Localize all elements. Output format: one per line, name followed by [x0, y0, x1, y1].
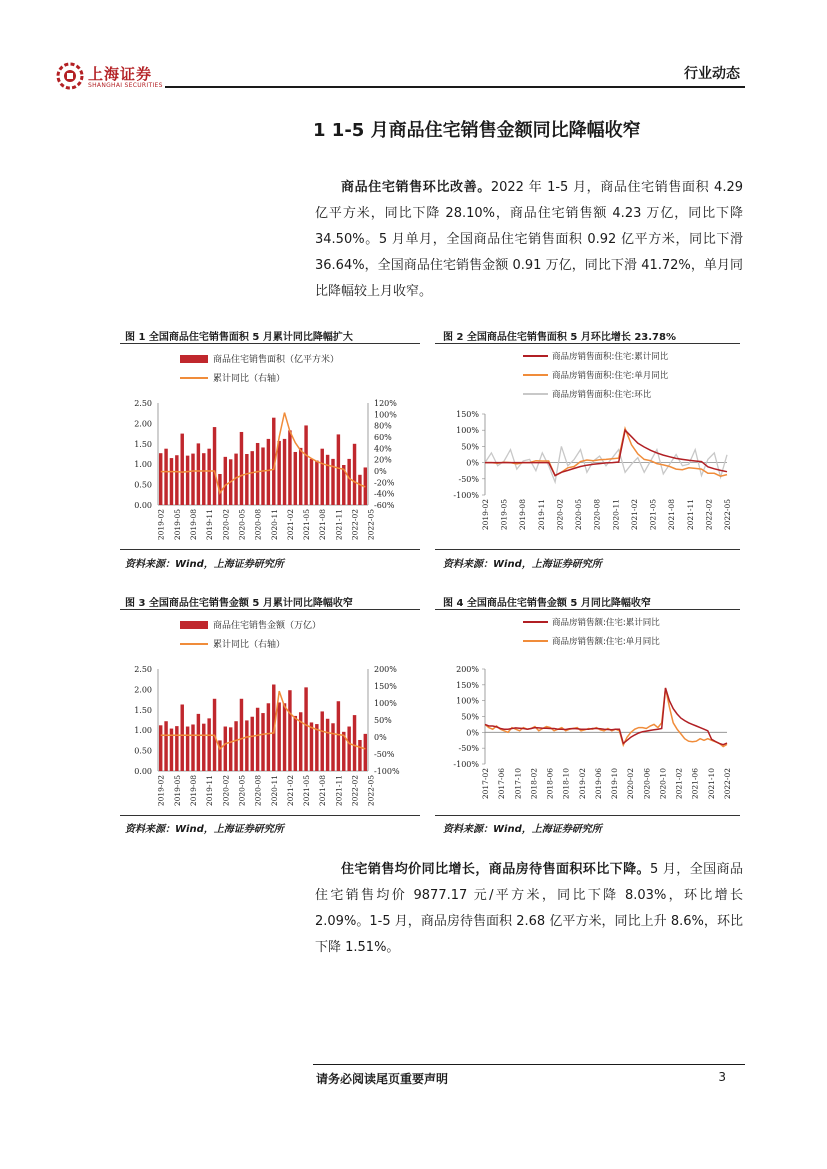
- x-tick-label: 2022-02: [723, 768, 732, 800]
- x-tick-label: 2020-11: [269, 509, 279, 541]
- paragraph-price: [315, 857, 743, 961]
- bar: [321, 711, 324, 771]
- figure-3-title: 图 3 全国商品住宅销售金额 5 月累计同比降幅收窄: [125, 598, 353, 609]
- y2-tick-label: -40%: [374, 489, 395, 499]
- y2-tick-label: 150%: [374, 682, 397, 691]
- bar: [331, 723, 334, 771]
- bar: [207, 449, 210, 505]
- x-tick-label: 2022-05: [723, 499, 732, 531]
- y2-tick-label: 40%: [374, 444, 392, 454]
- y2-tick-label: 0%: [374, 733, 387, 742]
- bar: [326, 455, 329, 505]
- bar: [213, 427, 216, 505]
- x-tick-label: 2019-06: [593, 768, 603, 800]
- y2-tick-label: 100%: [374, 699, 397, 708]
- bar: [181, 704, 184, 771]
- y-tick-label: 0.00: [134, 767, 152, 776]
- figure-2-top-rule: [435, 343, 740, 344]
- bar: [353, 444, 356, 505]
- bar: [224, 727, 227, 771]
- x-tick-label: 2021-05: [302, 775, 312, 807]
- x-tick-label: 2020-02: [555, 499, 565, 531]
- y-tick-label: 1.50: [134, 705, 152, 715]
- y-tick-label: 1.50: [134, 439, 152, 449]
- y-tick-label: 1.00: [134, 460, 152, 470]
- y-tick-label: 150%: [456, 410, 479, 419]
- y2-tick-label: 80%: [374, 421, 392, 431]
- y2-tick-label: -50%: [374, 750, 395, 759]
- x-tick-label: 2020-05: [574, 499, 584, 531]
- bar: [288, 690, 291, 771]
- bar: [267, 439, 270, 505]
- x-tick-label: 2020-08: [592, 499, 602, 531]
- figure-3-chart: [120, 611, 420, 811]
- y2-tick-label: 20%: [374, 455, 392, 465]
- y-tick-label: 0.50: [134, 480, 152, 490]
- bar: [234, 721, 237, 771]
- x-tick-label: 2021-11: [334, 775, 344, 807]
- bar: [315, 461, 318, 505]
- bar: [229, 727, 232, 771]
- bar: [321, 449, 324, 505]
- bar: [197, 443, 200, 505]
- bar: [191, 454, 194, 505]
- header-divider: [165, 86, 745, 88]
- figure-3-bottom-rule: [120, 815, 420, 816]
- y2-tick-label: 200%: [374, 665, 397, 674]
- x-tick-label: 2019-02: [156, 775, 166, 807]
- x-tick-label: 2019-11: [205, 775, 215, 807]
- x-tick-label: 2020-11: [269, 775, 279, 807]
- x-tick-label: 2021-08: [318, 509, 328, 541]
- y-tick-label: 2.00: [134, 685, 152, 695]
- x-tick-label: 2019-05: [499, 499, 509, 531]
- x-tick-label: 2018-02: [529, 768, 539, 800]
- bar: [299, 448, 302, 505]
- x-tick-label: 2020-05: [237, 509, 247, 541]
- figure-2-chart: [435, 345, 740, 545]
- legend-label: 商品房销售面积:住宅:累计同比: [552, 352, 669, 362]
- y-tick-label: 0%: [466, 458, 479, 468]
- x-tick-label: 2020-06: [642, 768, 652, 800]
- footer-disclaimer: 请务必阅读尾页重要声明: [316, 1072, 449, 1086]
- x-tick-label: 2022-05: [366, 509, 376, 541]
- bar: [202, 453, 205, 505]
- series-line: [485, 430, 727, 475]
- figure-1-chart: [120, 345, 420, 545]
- y-tick-label: 2.00: [134, 419, 152, 429]
- bar: [294, 716, 297, 771]
- y-tick-label: 50%: [461, 442, 479, 452]
- x-tick-label: 2020-11: [611, 499, 621, 531]
- x-tick-label: 2019-02: [156, 509, 166, 541]
- bar: [186, 456, 189, 505]
- bar: [288, 430, 291, 505]
- y-tick-label: 100%: [456, 426, 479, 436]
- bar: [364, 734, 367, 771]
- bar: [261, 713, 264, 771]
- bar: [175, 726, 178, 771]
- y-tick-label: 50%: [461, 712, 479, 722]
- y-tick-label: 200%: [456, 665, 479, 674]
- x-tick-label: 2019-02: [481, 499, 490, 531]
- x-tick-label: 2020-02: [221, 509, 231, 541]
- bar: [186, 727, 189, 771]
- x-tick-label: 2021-06: [690, 768, 700, 800]
- bar: [224, 457, 227, 505]
- bar: [337, 434, 340, 505]
- legend-swatch-bar: [180, 355, 208, 363]
- bar: [197, 714, 200, 771]
- legend-label: 商品房销售面积:住宅:单月同比: [552, 371, 669, 381]
- x-tick-label: 2020-02: [221, 775, 231, 807]
- y-tick-label: -50%: [458, 474, 479, 484]
- bar: [277, 441, 280, 505]
- bar: [358, 475, 361, 505]
- x-tick-label: 2019-11: [205, 509, 215, 541]
- x-tick-label: 2021-08: [667, 499, 677, 531]
- x-tick-label: 2019-10: [610, 768, 620, 800]
- y-tick-label: -100%: [453, 491, 479, 500]
- y2-tick-label: 60%: [374, 433, 392, 442]
- x-tick-label: 2022-02: [704, 499, 714, 531]
- x-tick-label: 2020-10: [658, 768, 668, 800]
- bar: [181, 434, 184, 505]
- y-tick-label: -100%: [453, 760, 479, 769]
- bar: [164, 449, 167, 505]
- bar: [304, 425, 307, 505]
- x-tick-label: 2017-06: [497, 768, 507, 800]
- legend-label: 商品房销售额:住宅:累计同比: [552, 618, 660, 628]
- bar: [294, 452, 297, 505]
- x-tick-label: 2021-11: [685, 499, 695, 531]
- figure-3-top-rule: [120, 609, 420, 610]
- x-tick-label: 2019-02: [577, 768, 587, 800]
- bar: [170, 458, 173, 505]
- bar: [261, 447, 264, 505]
- y-tick-label: 0.00: [134, 501, 152, 510]
- logo-mark-icon: [56, 62, 84, 90]
- x-tick-label: 2022-05: [366, 775, 376, 807]
- bar: [240, 432, 243, 505]
- series-line: [485, 429, 727, 477]
- figure-4-source: 资料来源：Wind，上海证券研究所: [443, 824, 602, 835]
- bar: [191, 724, 194, 771]
- figure-4-bottom-rule: [435, 815, 740, 816]
- y2-tick-label: 100%: [374, 410, 397, 420]
- x-tick-label: 2019-05: [172, 775, 182, 807]
- paragraph-body: 2022 年 1-5 月，商品住宅销售面积 4.29 亿平方米，同比下降 28.10%，商品住宅销售额 4.23 万亿，同比下降 34.50%。5 月单月，全国商品住宅销售面积 0.92 亿平方米，同比下滑 36.64%，全国商品住宅销售金额 0.91 万亿，同比下滑 41.72%，单月同比降幅较上月收窄。: [315, 180, 743, 299]
- bar: [164, 721, 167, 771]
- bar: [202, 724, 205, 771]
- x-tick-label: 2017-10: [513, 768, 523, 800]
- x-tick-label: 2022-02: [350, 509, 360, 541]
- x-tick-label: 2019-08: [189, 509, 198, 541]
- bar: [310, 459, 313, 505]
- figure-1-title: 图 1 全国商品住宅销售面积 5 月累计同比降幅扩大: [125, 332, 353, 343]
- y-tick-label: 0.50: [134, 746, 152, 756]
- x-tick-label: 2021-02: [629, 499, 639, 531]
- x-tick-label: 2017-02: [481, 768, 490, 800]
- brand-name-en: SHANGHAI SECURITIES: [88, 82, 163, 89]
- bar: [245, 720, 248, 771]
- paragraph-lead: 商品住宅销售环比改善。: [341, 180, 491, 195]
- x-tick-label: 2018-06: [545, 768, 555, 800]
- x-tick-label: 2019-08: [518, 499, 528, 531]
- legend-label-line: 累计同比（右轴）: [213, 640, 286, 650]
- y-tick-label: -50%: [458, 744, 479, 754]
- x-tick-label: 2022-02: [350, 775, 360, 807]
- figure-1-bottom-rule: [120, 549, 420, 550]
- bar: [267, 703, 270, 771]
- x-tick-label: 2021-02: [285, 509, 295, 541]
- legend-label-line: 累计同比（右轴）: [213, 374, 286, 384]
- x-tick-label: 2021-05: [302, 509, 312, 541]
- y-tick-label: 100%: [456, 696, 479, 706]
- bar: [251, 451, 254, 505]
- y2-tick-label: -100%: [374, 767, 400, 776]
- bar: [251, 717, 254, 771]
- figure-2-bottom-rule: [435, 549, 740, 550]
- figure-2-source: 资料来源：Wind，上海证券研究所: [443, 559, 602, 570]
- series-line: [485, 446, 727, 482]
- x-tick-label: 2021-08: [318, 775, 328, 807]
- legend-swatch-bar: [180, 621, 208, 629]
- page-number: 3: [718, 1070, 726, 1084]
- x-tick-label: 2021-02: [285, 775, 295, 807]
- bar: [159, 725, 162, 771]
- paragraph-sales: [315, 175, 743, 305]
- footer-divider: [313, 1064, 745, 1065]
- y2-tick-label: -60%: [374, 501, 395, 510]
- bar: [256, 443, 259, 505]
- brand-name-cn: 上海证券: [88, 65, 153, 83]
- paragraph-body: 5 月，全国商品住宅销售均价 9877.17 元/平方米，同比下降 8.03%，环比增长 2.09%。1-5 月，商品房待售面积 2.68 亿平方米，同比上升 8.6%，环比下降 1.51%。: [315, 862, 743, 955]
- x-tick-label: 2018-10: [561, 768, 571, 800]
- bar: [175, 455, 178, 505]
- bar: [326, 719, 329, 771]
- y2-tick-label: 0%: [374, 467, 387, 476]
- bar: [283, 439, 286, 505]
- series-line: [485, 688, 727, 745]
- figure-4-title: 图 4 全国商品住宅销售金额 5 月同比降幅收窄: [443, 598, 651, 609]
- bar: [207, 718, 210, 771]
- bar: [256, 708, 259, 771]
- x-tick-label: 2020-08: [253, 775, 263, 807]
- y2-tick-label: 50%: [374, 716, 392, 725]
- bar: [240, 699, 243, 771]
- x-tick-label: 2020-02: [626, 768, 636, 800]
- y-tick-label: 0%: [466, 728, 479, 738]
- x-tick-label: 2020-08: [253, 509, 263, 541]
- figure-4-top-rule: [435, 609, 740, 610]
- y-tick-label: 1.00: [134, 726, 152, 736]
- bar: [245, 454, 248, 505]
- x-tick-label: 2019-05: [172, 509, 182, 541]
- x-tick-label: 2021-02: [674, 768, 684, 800]
- x-tick-label: 2021-10: [706, 768, 716, 800]
- y-tick-label: 2.50: [134, 665, 152, 674]
- paragraph-lead: 住宅销售均价同比增长，商品房待售面积环比下降。: [341, 862, 650, 877]
- y2-tick-label: 120%: [374, 399, 397, 408]
- y-tick-label: 2.50: [134, 399, 152, 408]
- figure-1-source: 资料来源：Wind，上海证券研究所: [125, 559, 284, 570]
- figure-4-chart: [435, 611, 740, 811]
- legend-label: 商品房销售面积:住宅:环比: [552, 390, 652, 400]
- x-tick-label: 2019-08: [189, 775, 198, 807]
- bar: [358, 740, 361, 771]
- figure-3-source: 资料来源：Wind，上海证券研究所: [125, 824, 284, 835]
- bar: [159, 453, 162, 505]
- y2-tick-label: -20%: [374, 478, 395, 488]
- x-tick-label: 2021-05: [648, 499, 658, 531]
- bar: [310, 722, 313, 771]
- legend-label-bar: 商品住宅销售面积（亿平方米）: [213, 355, 340, 365]
- brand-logo: [56, 62, 186, 94]
- y-tick-label: 150%: [456, 680, 479, 690]
- report-category: 行业动态: [684, 66, 740, 82]
- bar: [283, 703, 286, 771]
- section-title: 1 1-5 月商品住宅销售金额同比降幅收窄: [313, 120, 641, 141]
- figure-2-title: 图 2 全国商品住宅销售面积 5 月环比增长 23.78%: [443, 332, 676, 343]
- x-tick-label: 2019-11: [536, 499, 546, 531]
- bar: [315, 724, 318, 771]
- x-tick-label: 2021-11: [334, 509, 344, 541]
- bar: [304, 687, 307, 771]
- bar: [347, 727, 350, 771]
- legend-label: 商品房销售额:住宅:单月同比: [552, 637, 660, 647]
- figure-1-top-rule: [120, 343, 420, 344]
- legend-label-bar: 商品住宅销售金额（万亿）: [213, 621, 322, 631]
- series-line: [485, 688, 727, 747]
- bar: [277, 702, 280, 771]
- x-tick-label: 2020-05: [237, 775, 247, 807]
- bar: [337, 701, 340, 771]
- bar: [347, 459, 350, 505]
- bar: [353, 715, 356, 771]
